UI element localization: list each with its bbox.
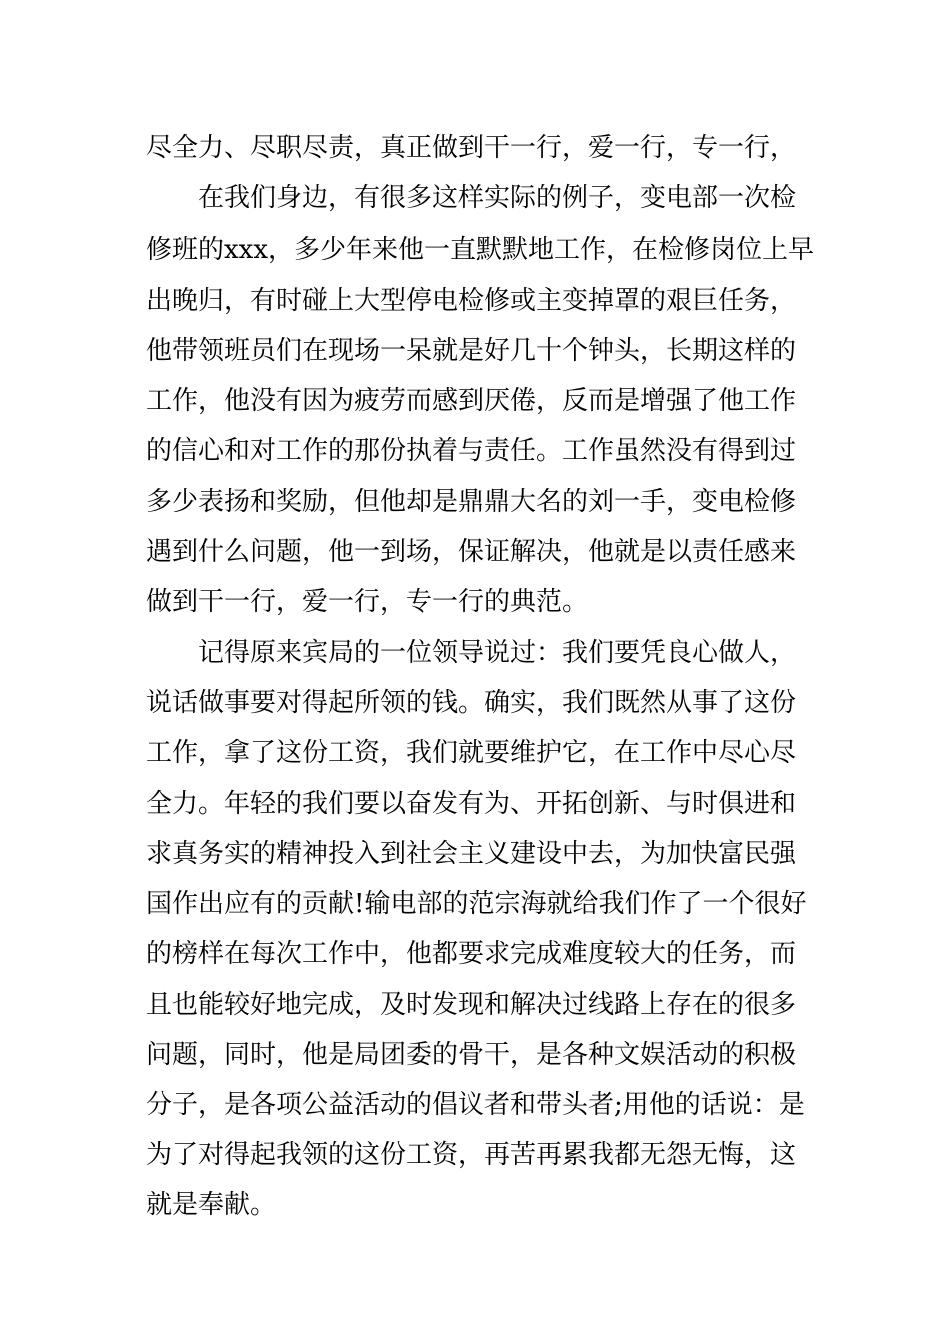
text-line: 在我们身边，有很多这样实际的例子，变电部一次检 [198,183,797,213]
text-line: 修班的xxx，多少年来他一直默默地工作，在检修岗位上早 [146,235,814,265]
text-line: 他带领班员们在现场一呆就是好几十个钟头，长期这样的 [146,336,797,366]
text-line: 工作，他没有因为疲劳而感到厌倦，反而是增强了他工作 [146,386,797,416]
text-line: 的信心和对工作的那份执着与责任。工作虽然没有得到过 [146,436,797,466]
text-line: 国作出应有的贡献!输电部的范宗海就给我们作了一个很好 [146,889,807,919]
text-line: 且也能较好地完成，及时发现和解决过线路上存在的很多 [146,990,797,1020]
text-line: 多少表扬和奖励，但他却是鼎鼎大名的刘一手，变电检修 [146,487,797,517]
text-line: 尽全力、尽职尽责，真正做到干一行，爱一行，专一行， [146,133,797,163]
text-line: 工作，拿了这份工资，我们就要维护它，在工作中尽心尽 [146,738,797,768]
text-line: 的榜样在每次工作中，他都要求完成难度较大的任务，而 [146,939,797,969]
text-line: 分子，是各项公益活动的倡议者和带头者;用他的话说：是 [146,1090,805,1120]
text-line: 记得原来宾局的一位领导说过：我们要凭良心做人， [198,638,797,668]
text-line: 求真务实的精神投入到社会主义建设中去，为加快富民强 [146,839,797,869]
text-line: 问题，同时，他是局团委的骨干，是各种文娱活动的积极 [146,1040,797,1070]
text-line: 说话做事要对得起所领的钱。确实，我们既然从事了这份 [146,688,797,718]
text-line: 为了对得起我领的这份工资，再苦再累我都无怨无悔，这 [146,1140,797,1170]
text-line: 做到干一行，爱一行，专一行的典范。 [146,587,589,617]
text-line: 遇到什么问题，他一到场，保证解决，他就是以责任感来 [146,537,797,567]
text-line: 就是奉献。 [146,1190,277,1220]
text-line: 全力。年轻的我们要以奋发有为、开拓创新、与时俱进和 [146,789,797,819]
text-line: 出晚归，有时碰上大型停电检修或主变掉罩的艰巨任务， [146,286,797,316]
